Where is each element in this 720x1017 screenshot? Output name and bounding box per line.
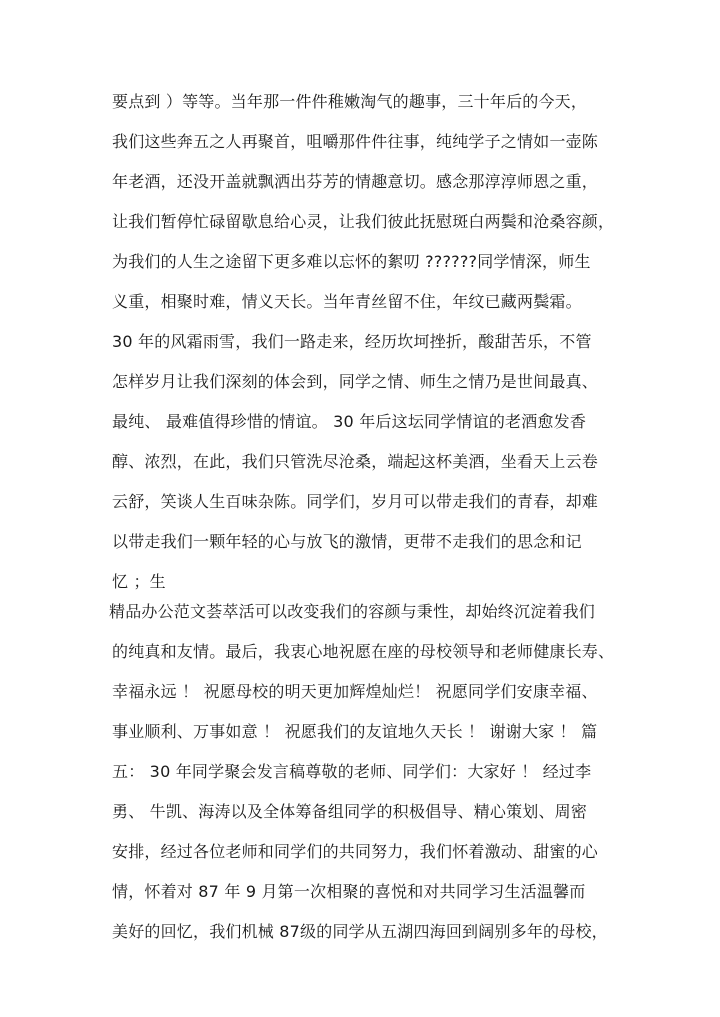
text-line: 30 年的风霜雨雪，我们一路走来，经历坎坷挫折，酸甜苦乐，不管 bbox=[112, 332, 592, 351]
text-line: 云舒，笑谈人生百味杂陈。同学们，岁月可以带走我们的青春，却难 bbox=[112, 492, 599, 511]
text-line: 义重，相聚时难，情义天长。当年青丝留不住，年纹已藏两鬓霜。 bbox=[112, 292, 582, 311]
text-line: 最纯、 最难值得珍惜的情谊。 30 年后这坛同学情谊的老酒愈发香 bbox=[112, 412, 587, 431]
text-line: 我们这些奔五之人再聚首，咀嚼那件件往事，纯纯学子之情如一壶陈 bbox=[112, 132, 599, 151]
text-line: 让我们暂停忙碌留歇息给心灵，让我们彼此抚慰斑白两鬓和沧桑容颜， bbox=[112, 212, 615, 231]
text-line: 怎样岁月让我们深刻的体会到，同学之情、师生之情乃是世间最真、 bbox=[112, 372, 599, 391]
text-line: 幸福永远 ！ 祝愿母校的明天更加辉煌灿烂！ 祝愿同学们安康幸福、 bbox=[112, 682, 598, 701]
text-line: 精品办公范文荟萃活可以改变我们的容颜与秉性，却始终沉淀着我们 bbox=[109, 602, 596, 621]
text-line: 为我们的人生之途留下更多难以忘怀的絮叨 ??????同学情深，师生 bbox=[112, 252, 591, 271]
text-line: 情，怀着对 87 年 9 月第一次相聚的喜悦和对共同学习生活温馨而 bbox=[112, 882, 586, 901]
text-line: 年老酒，还没开盖就飘洒出芬芳的情趣意切。感念那淳淳师恩之重， bbox=[112, 172, 599, 191]
text-line: 勇、 牛凯、海涛以及全体筹备组同学的积极倡导、精心策划、周密 bbox=[112, 802, 588, 821]
text-line: 事业顺利、万事如意 ！ 祝愿我们的友谊地久天长 ！ 谢谢大家 ！ 篇 bbox=[112, 722, 598, 741]
text-line: 醇、浓烈，在此，我们只管洗尽沧桑，端起这杯美酒，坐看天上云卷 bbox=[112, 452, 599, 471]
text-line: 的纯真和友情。最后，我衷心地祝愿在座的母校领导和老师健康长寿、 bbox=[112, 642, 615, 661]
text-line: 五： 30 年同学聚会发言稿尊敬的老师、同学们：大家好 ！ 经过李 bbox=[112, 762, 592, 781]
text-line: 以带走我们一颗年轻的心与放飞的激情，更带不走我们的思念和记 bbox=[112, 532, 582, 551]
text-line: 美好的回忆，我们机械 87级的同学从五湖四海回到阔别多年的母校， bbox=[112, 922, 608, 941]
text-line: 安排，经过各位老师和同学们的共同努力，我们怀着激动、甜蜜的心 bbox=[112, 842, 599, 861]
text-line: 忆 ；生 bbox=[112, 572, 166, 591]
text-line: 要点到 ）等等。当年那一件件稚嫩淘气的趣事，三十年后的今天， bbox=[112, 92, 588, 111]
